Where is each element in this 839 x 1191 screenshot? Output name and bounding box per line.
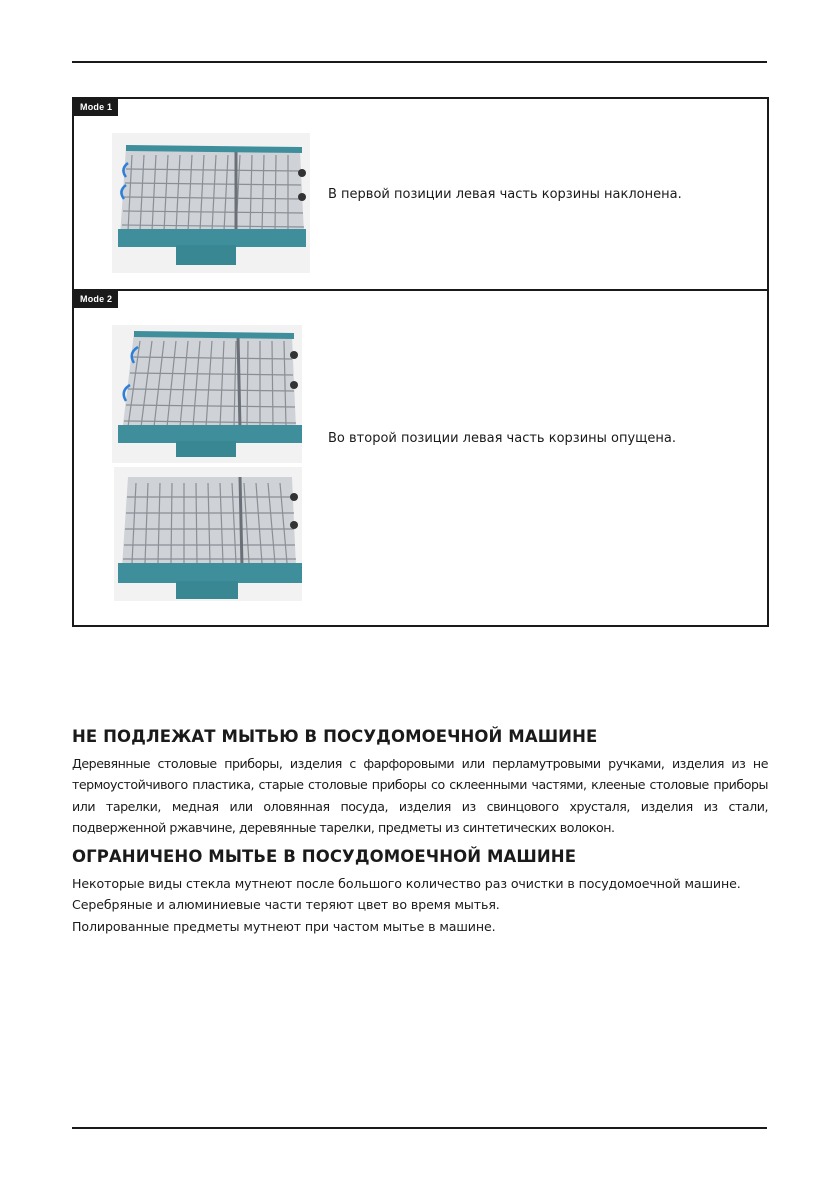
mode-table (72, 97, 769, 627)
footer-rule (72, 1127, 767, 1129)
header-rule (72, 61, 767, 63)
mode-2-tag: Mode 2 (74, 291, 118, 308)
limited-washing-line-1: Некоторые виды стекла мутнеют после большого количество раз очистки в посудомоечной машине. (72, 876, 741, 891)
limited-washing-line-2: Серебряные и алюминиевые части теряют цвет во время мытья. (72, 897, 500, 913)
mode-1-description: В первой позиции левая часть корзины наклонена. (328, 187, 682, 202)
mode-1-row (74, 99, 767, 291)
mode-2-row (74, 291, 767, 625)
rack-image-mode-1 (112, 133, 310, 273)
limited-washing-line-3: Полированные предметы мутнеют при частом мытье в машине. (72, 918, 496, 934)
rack-image-mode-2-top (112, 325, 302, 463)
mode-1-tag: Mode 1 (74, 99, 118, 116)
section-limited-washing-body (72, 873, 768, 937)
mode-2-description: Во второй позиции левая часть корзины опущена. (328, 431, 677, 446)
section-limited-washing-title: ОГРАНИЧЕНО МЫТЬЕ В ПОСУДОМОЕЧНОЙ МАШИНЕ (72, 847, 577, 866)
section-not-washable-body: Деревянные столовые приборы, изделия с фарфоровыми или перламутровыми ручками, изделия из не термоустойчивого пластика, старые столовые приборы со склеенными частями, клееные столовые приборы или тарелки, медная или оловянная посуда, изделия из свинцового хрусталя, изделия из стали, подверженной ржавчине, деревянные тарелки, предметы из синтетических волокон. (72, 756, 768, 836)
section-not-washable-title: НЕ ПОДЛЕЖАТ МЫТЬЮ В ПОСУДОМОЕЧНОЙ МАШИНЕ (72, 727, 598, 746)
rack-image-mode-2-bottom (114, 467, 302, 601)
